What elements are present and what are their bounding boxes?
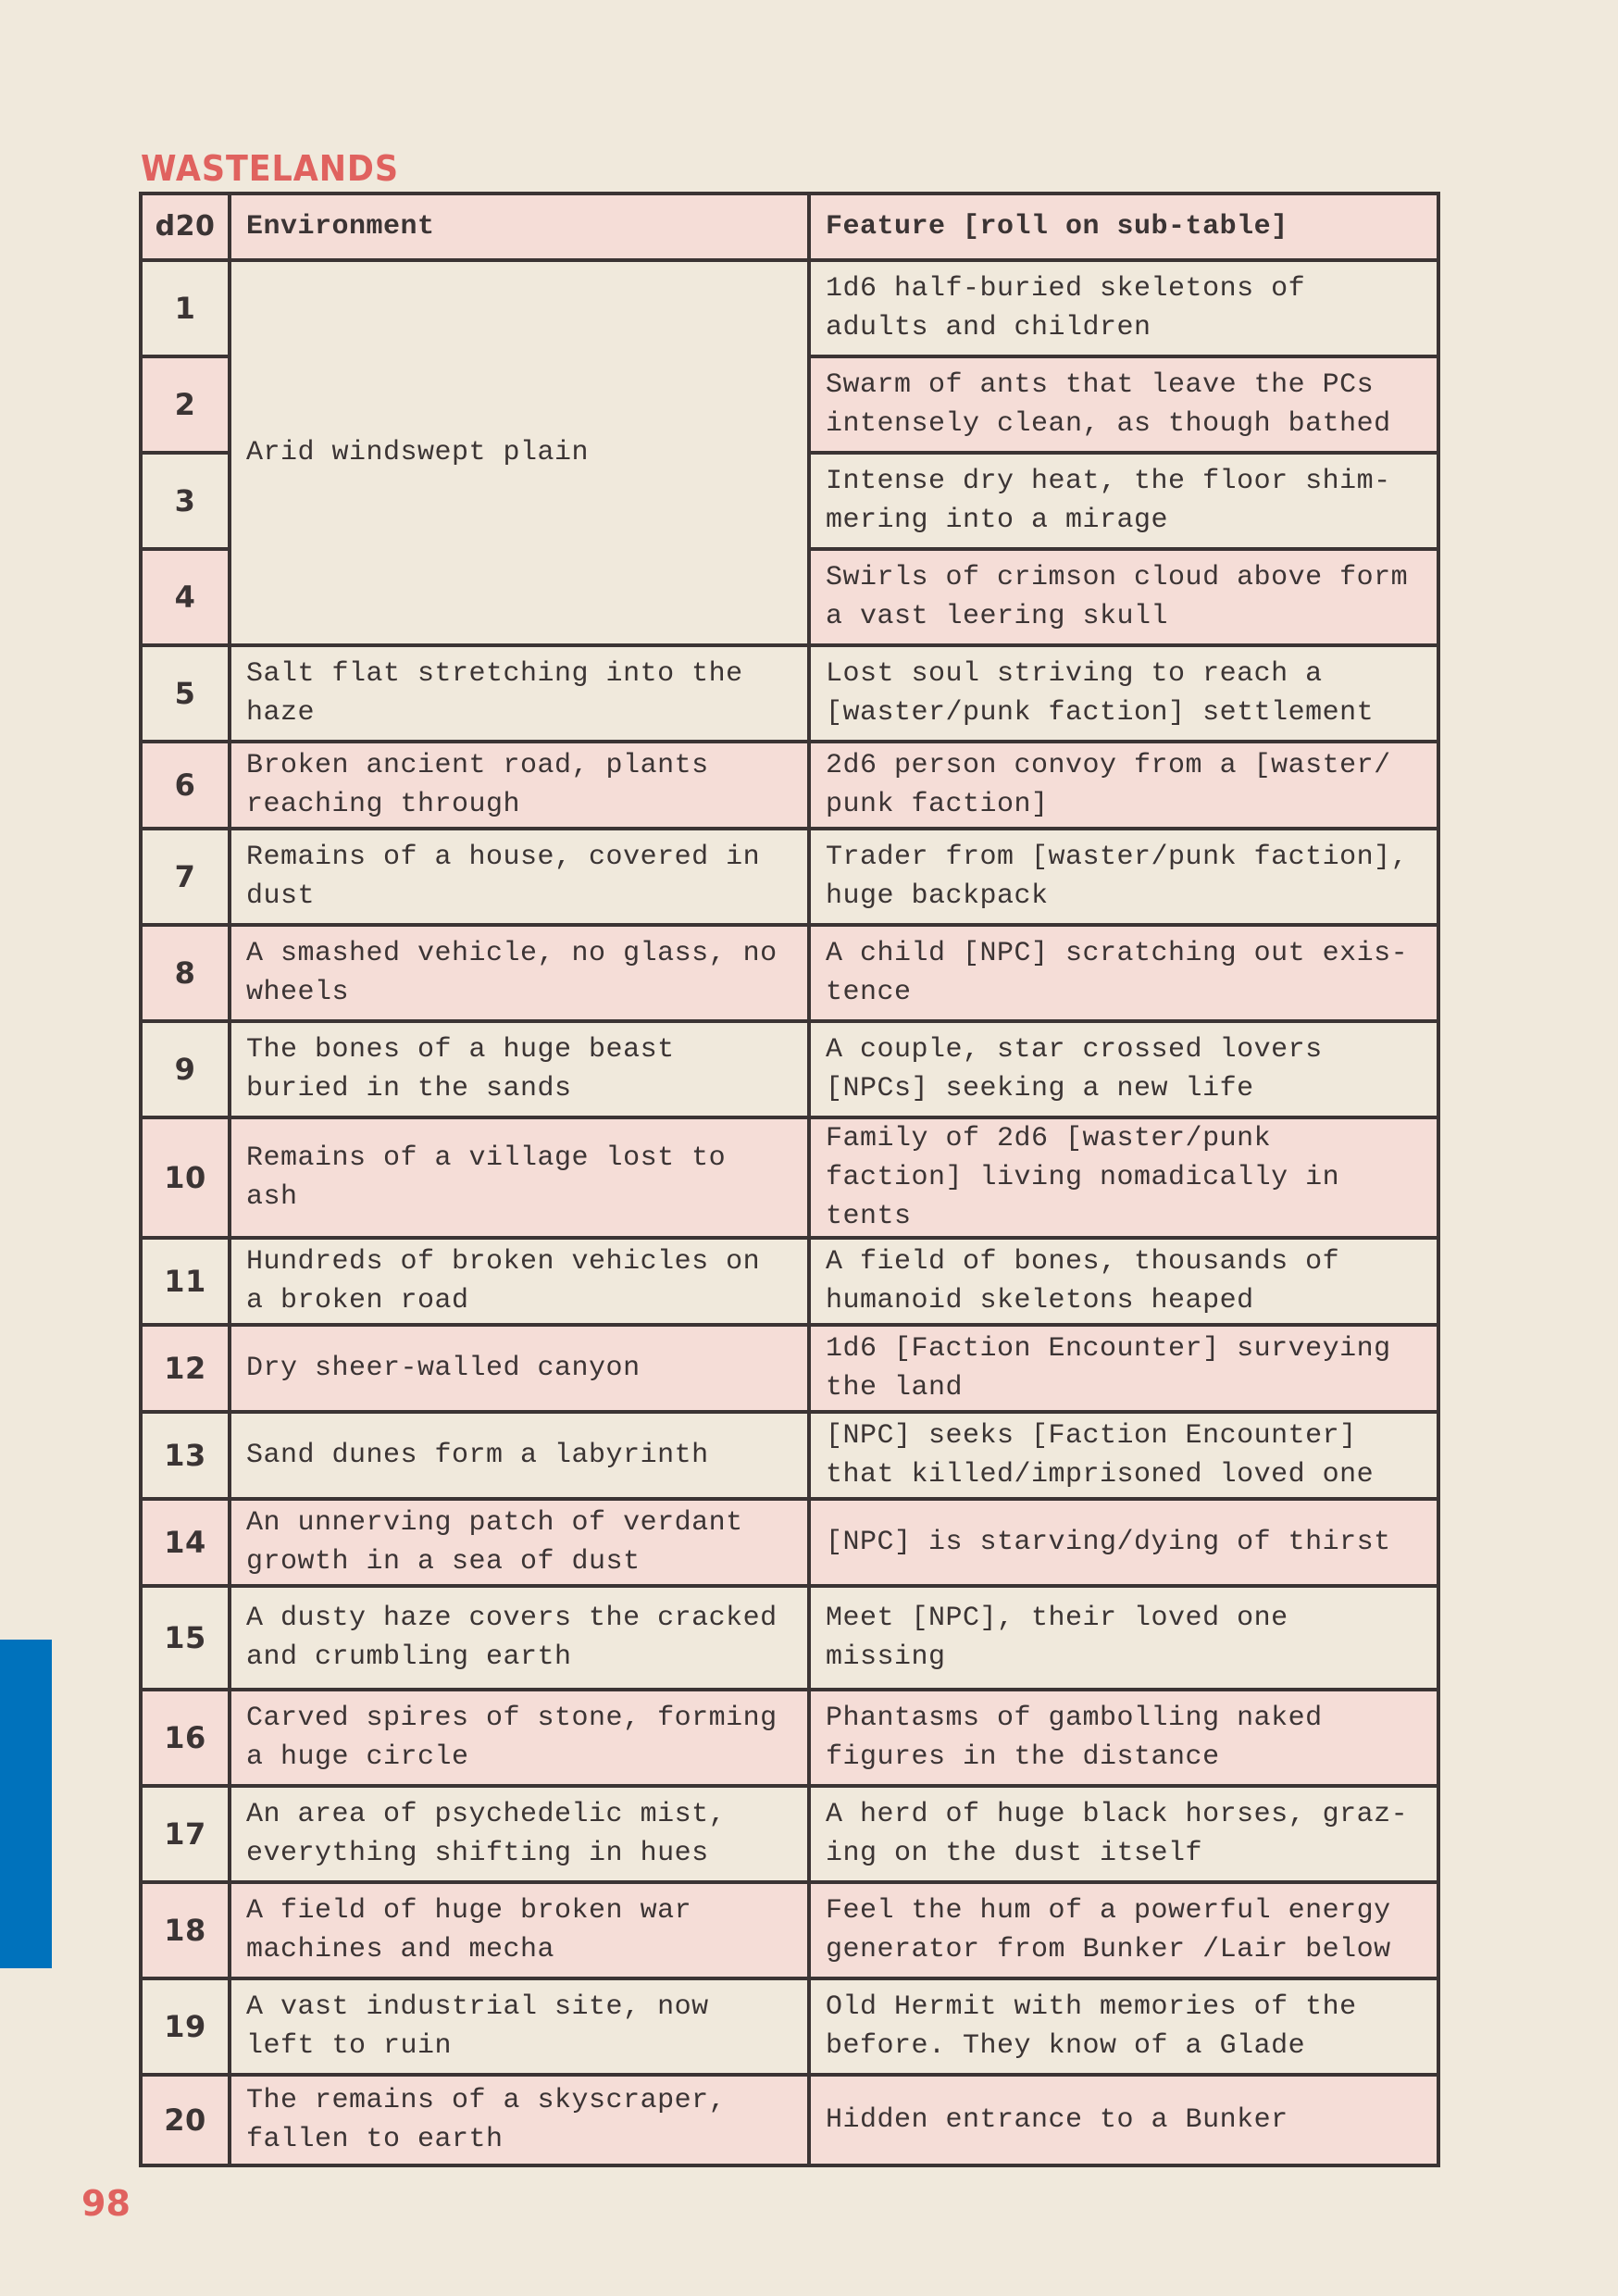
table-row [141, 1882, 1438, 1978]
feature-cell: Family of 2d6 [waster/punk faction] living nomadically in tents [809, 1117, 1438, 1238]
row-number: 3 [141, 453, 230, 549]
table-row [141, 742, 1438, 829]
table-row [141, 1586, 1438, 1690]
header-die: d20 [141, 193, 230, 260]
table-row [141, 645, 1438, 742]
row-number: 12 [141, 1325, 230, 1412]
row-number: 7 [141, 829, 230, 925]
row-number: 4 [141, 549, 230, 645]
feature-cell: [NPC] is starving/dying of thirst [809, 1499, 1438, 1586]
feature-cell: Swarm of ants that leave the PCs intensely clean, as though bathed [809, 356, 1438, 453]
environment-cell: Sand dunes form a labyrinth [230, 1412, 809, 1499]
table-row [141, 260, 1438, 356]
feature-cell: Phantasms of gambolling naked figures in the distance [809, 1690, 1438, 1786]
table-row [141, 1238, 1438, 1325]
row-number: 17 [141, 1786, 230, 1882]
row-number: 18 [141, 1882, 230, 1978]
row-number: 5 [141, 645, 230, 742]
row-number: 16 [141, 1690, 230, 1786]
row-number: 15 [141, 1586, 230, 1690]
table-row [141, 925, 1438, 1021]
environment-cell: An area of psychedelic mist, everything shifting in hues [230, 1786, 809, 1882]
feature-cell: 1d6 half-buried skeletons of adults and children [809, 260, 1438, 356]
feature-cell: A child [NPC] scratching out exis-tence [809, 925, 1438, 1021]
table-row [141, 1786, 1438, 1882]
sidebar-color-tab [0, 1640, 52, 1968]
environment-cell: Hundreds of broken vehicles on a broken road [230, 1238, 809, 1325]
row-number: 8 [141, 925, 230, 1021]
feature-cell: Old Hermit with memories of the before. They know of a Glade [809, 1978, 1438, 2075]
row-number: 14 [141, 1499, 230, 1586]
table-row [141, 2075, 1438, 2165]
row-number: 19 [141, 1978, 230, 2075]
row-number: 9 [141, 1021, 230, 1117]
row-number: 1 [141, 260, 230, 356]
feature-cell: Feel the hum of a powerful energy generator from Bunker /Lair below [809, 1882, 1438, 1978]
feature-cell: Lost soul striving to reach a [waster/punk faction] settlement [809, 645, 1438, 742]
header-feature: Feature [roll on sub-table] [809, 193, 1438, 260]
environment-cell: Salt flat stretching into the haze [230, 645, 809, 742]
environment-cell: A field of huge broken war machines and mecha [230, 1882, 809, 1978]
feature-cell: Swirls of crimson cloud above form a vast leering skull [809, 549, 1438, 645]
row-number: 2 [141, 356, 230, 453]
table-row [141, 1325, 1438, 1412]
table-row [141, 1117, 1438, 1238]
table-header-row [141, 193, 1438, 260]
feature-cell: A herd of huge black horses, graz-ing on the dust itself [809, 1786, 1438, 1882]
row-number: 10 [141, 1117, 230, 1238]
merged-environment-cell: Arid windswept plain [230, 260, 809, 645]
feature-cell: Meet [NPC], their loved one missing [809, 1586, 1438, 1690]
table-row [141, 1690, 1438, 1786]
row-number: 6 [141, 742, 230, 829]
environment-cell: Remains of a house, covered in dust [230, 829, 809, 925]
table-row [141, 1978, 1438, 2075]
environment-cell: A vast industrial site, now left to ruin [230, 1978, 809, 2075]
table-row [141, 1412, 1438, 1499]
row-number: 13 [141, 1412, 230, 1499]
environment-cell: Carved spires of stone, forming a huge circle [230, 1690, 809, 1786]
environment-cell: Broken ancient road, plants reaching through [230, 742, 809, 829]
feature-cell: [NPC] seeks [Faction Encounter] that killed/imprisoned loved one [809, 1412, 1438, 1499]
page-title: WASTELANDS [141, 148, 399, 189]
d20-table [139, 192, 1440, 2167]
environment-cell: A dusty haze covers the cracked and crumbling earth [230, 1586, 809, 1690]
feature-cell: A field of bones, thousands of humanoid skeletons heaped [809, 1238, 1438, 1325]
header-environment: Environment [230, 193, 809, 260]
feature-cell: Trader from [waster/punk faction], huge backpack [809, 829, 1438, 925]
environment-cell: An unnerving patch of verdant growth in a sea of dust [230, 1499, 809, 1586]
row-number: 20 [141, 2075, 230, 2165]
environment-cell: Remains of a village lost to ash [230, 1117, 809, 1238]
page-number: 98 [81, 2183, 131, 2224]
feature-cell: A couple, star crossed lovers [NPCs] seeking a new life [809, 1021, 1438, 1117]
feature-cell: 1d6 [Faction Encounter] surveying the land [809, 1325, 1438, 1412]
feature-cell: 2d6 person convoy from a [waster/ punk faction] [809, 742, 1438, 829]
feature-cell: Intense dry heat, the floor shim-mering into a mirage [809, 453, 1438, 549]
environment-cell: Dry sheer-walled canyon [230, 1325, 809, 1412]
row-number: 11 [141, 1238, 230, 1325]
table-row [141, 1021, 1438, 1117]
environment-cell: The remains of a skyscraper, fallen to earth [230, 2075, 809, 2165]
environment-cell: The bones of a huge beast buried in the sands [230, 1021, 809, 1117]
environment-cell: A smashed vehicle, no glass, no wheels [230, 925, 809, 1021]
feature-cell: Hidden entrance to a Bunker [809, 2075, 1438, 2165]
table-row [141, 829, 1438, 925]
table-row [141, 1499, 1438, 1586]
